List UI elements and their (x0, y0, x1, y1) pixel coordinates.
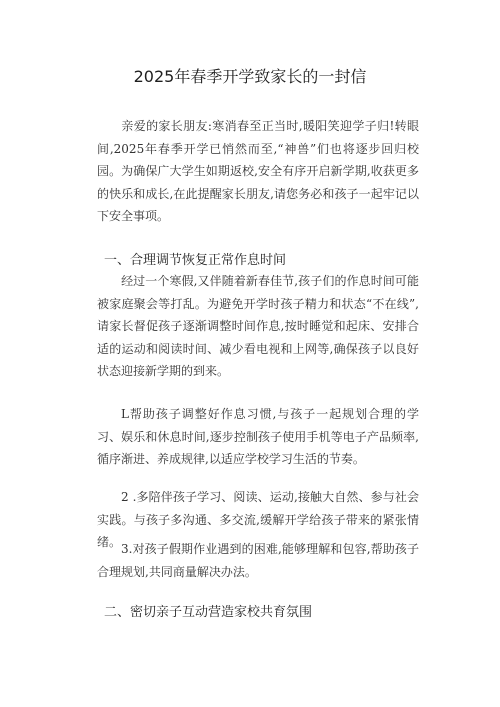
section1-p3-text: 2 .多陪伴孩子学习、阅读、运动,接触大自然、参与社会实践。与孩子多沟通、多交流,缓解开学给孩子带来的紧张情绪。 (97, 490, 419, 549)
section2-heading: 二、密切亲子互动营造家校共育氛围 (104, 605, 313, 620)
section1-paragraph-4 (97, 538, 419, 583)
section1-p4-text: 3.对孩子假期作业遇到的困难,能够理解和包容,帮助孩子合理规划,共同商量解决办法。 (97, 542, 419, 579)
section1-heading: 一、合理调节恢复正常作息时间 (104, 253, 287, 268)
section1-paragraph-1 (97, 270, 419, 383)
intro-paragraph (97, 115, 419, 228)
letter-title: 2025年春季开学致家长的一封信 (133, 67, 367, 86)
section1-paragraph-2 (97, 403, 419, 471)
section1-p1-text: 经过一个寒假,又伴随着新春佳节,孩子们的作息时间可能被家庭聚会等打乱。为避免开学时孩子精力和状态“不在线”,请家长督促孩子逐渐调整时间作息,按时睡觉和起床、安排合适的运动和阅读时间、减少看电视和上网等,确保孩子以良好状态迎接新学期的到来。 (97, 274, 419, 378)
section1-p2-text: L帮助孩子调整好作息习惯,与孩子一起规划合理的学习、娱乐和休息时间,逐步控制孩子使用手机等电子产品频率,循序渐进、养成规律,以适应学校学习生活的节奏。 (97, 407, 419, 466)
intro-text: 亲爱的家长朋友:寒消春至正当时,暖阳笑迎学子归!转眼间,2025年春季开学已悄然而至,“神兽”们也将逐步回归校园。为确保广大学生如期返校,安全有序开启新学期,收获更多的快乐和成长,在此提醒家长朋友,请您务必和孩子一起牢记以下安全事项。 (97, 119, 419, 223)
